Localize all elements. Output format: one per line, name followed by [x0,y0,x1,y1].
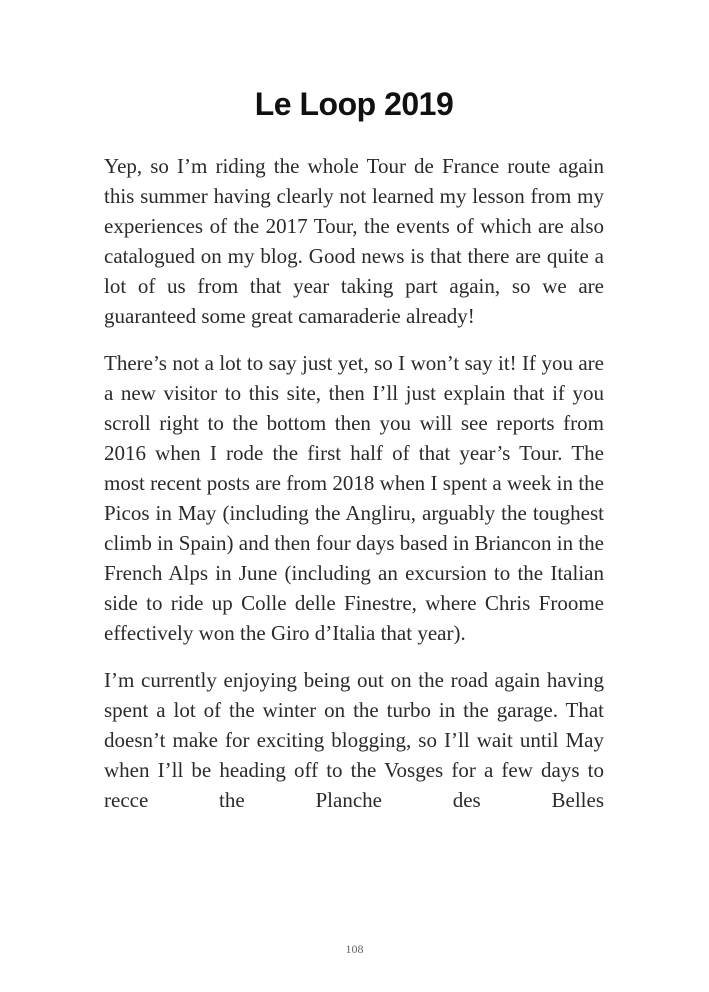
paragraph-3: I’m currently enjoying being out on the road again having spent a lot of the winter on the turbo in the garage. That doesn’t make for exciting blogging, so I’ll wait until May when I’ll be heading off to the Vosges for a few days to recce the Planche des Belles [104,668,604,812]
paragraph-1: Yep, so I’m riding the whole Tour de France route again this summer having clearly not learned my lesson from my experiences of the 2017 Tour, the events of which are also catalogued on my blog. Good news is that there are quite a lot of us from that year taking part again, so we are guaranteed some great camaraderie already! [104,154,604,328]
page-number: 108 [345,942,364,956]
page-title: Le Loop 2019 [254,86,454,122]
paragraph-2: There’s not a lot to say just yet, so I won’t say it! If you are a new visitor to this site, then I’ll just explain that if you scroll right to the bottom then you will see reports from 2016 when I rode the first half of that year’s Tour. The most recent posts are from 2018 when I spent a week in the Picos in May (including the Angliru, arguably the toughest climb in Spain) and then four days based in Briancon in the French Alps in June (including an excursion to the Italian side to ride up Colle delle Finestre, where Chris Froome effectively won the Giro d’Italia that year). [104,351,604,645]
body-text [104,151,604,832]
